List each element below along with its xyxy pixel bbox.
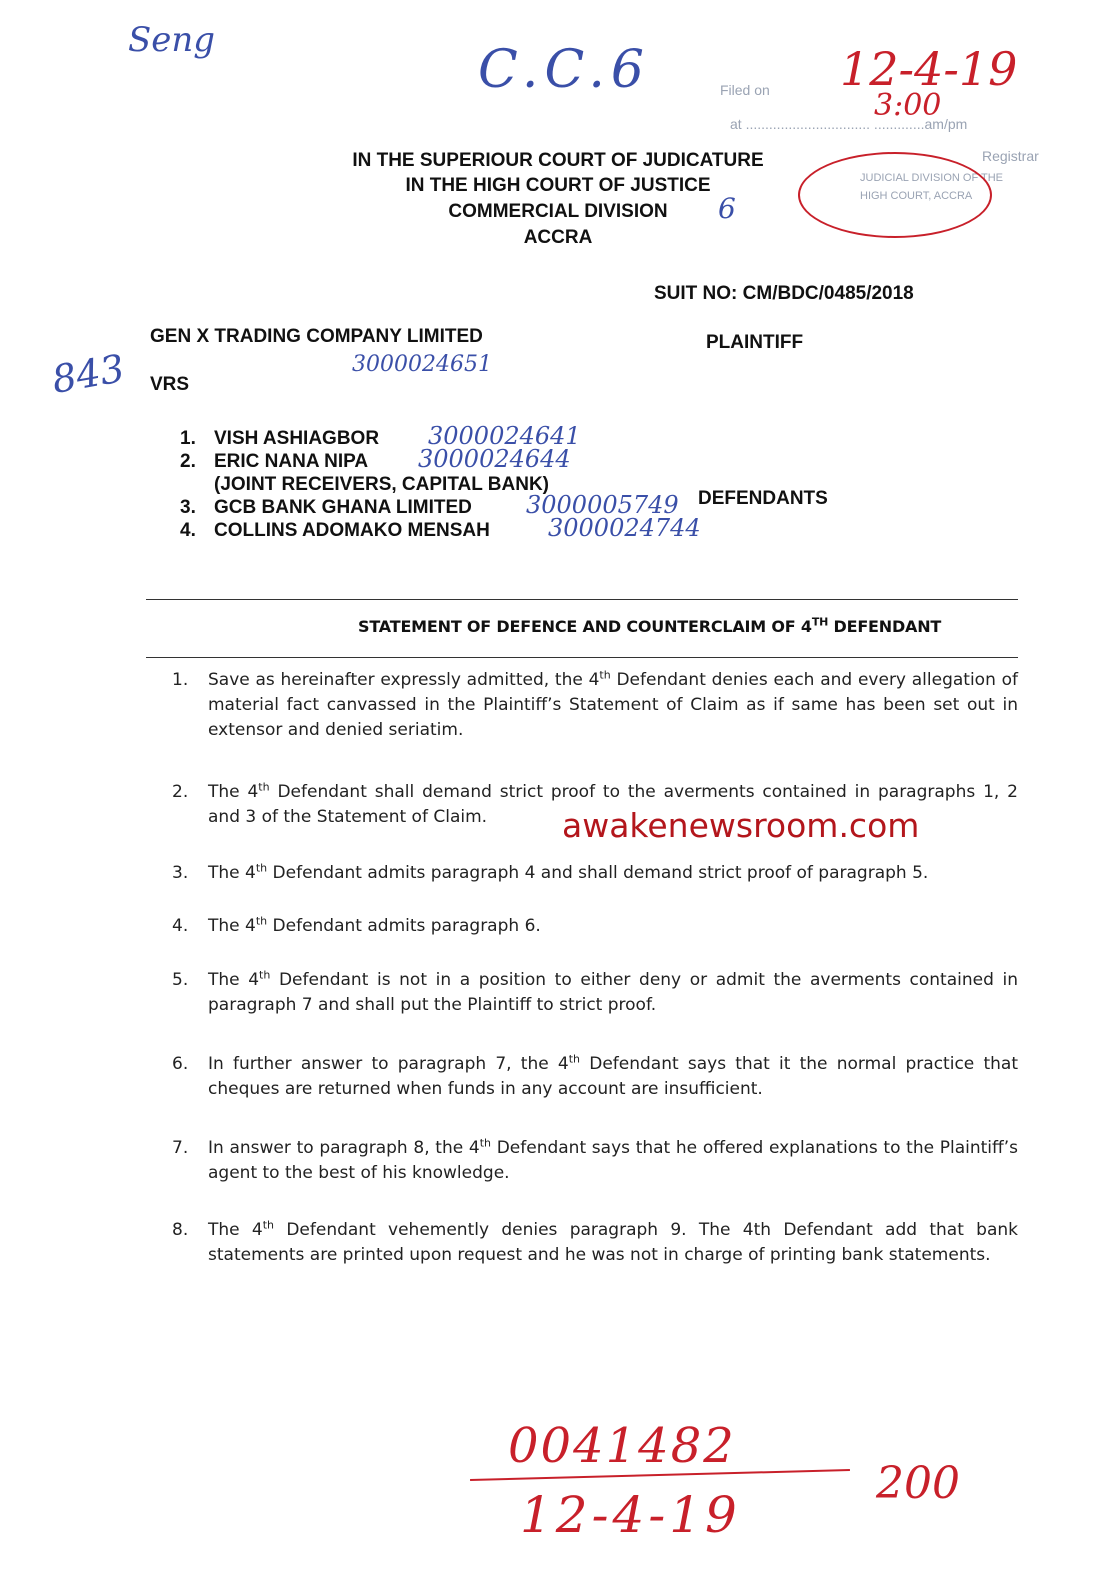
defendant-handwritten-id: 3000024744 [548, 514, 701, 542]
handwritten-receipt-amount: 200 [876, 1458, 960, 1509]
paragraph-text [208, 861, 1018, 886]
document-heading [358, 617, 941, 636]
handwritten-margin-number: 843 [48, 346, 128, 402]
paragraph-text [208, 914, 1018, 939]
paragraph-3 [172, 861, 1018, 886]
heading-text-end: DEFENDANT [828, 617, 942, 636]
ordinal-suffix: th [262, 1218, 275, 1232]
ordinal-suffix: th [479, 1136, 492, 1150]
defendant-number: 4. [180, 520, 196, 541]
ordinal-suffix: th [255, 914, 268, 928]
paragraph-number: 5. [172, 970, 189, 990]
stamp-filed-on: Filed on [720, 82, 770, 98]
court-line-4: ACCRA [523, 227, 593, 248]
paragraph-1 [172, 668, 1018, 743]
stamp-division: JUDICIAL DIVISION OF THE [860, 172, 1004, 184]
suit-number: SUIT NO: CM/BDC/0485/2018 [654, 283, 914, 304]
defendants-role: DEFENDANTS [698, 488, 828, 509]
paragraph-number: 1. [172, 670, 189, 690]
paragraph-text-end: Defendant says that it the normal practice that cheques are returned when funds in any account are insufficient. [208, 1054, 1018, 1099]
paragraph-8 [172, 1218, 1018, 1268]
defendant-name: GCB BANK GHANA LIMITED [214, 497, 472, 518]
paragraph-text-end: Defendant admits paragraph 6. [267, 916, 541, 936]
paragraph-text [208, 668, 1018, 743]
handwritten-division-number: 6 [718, 192, 736, 225]
ordinal-suffix: th [568, 1052, 581, 1066]
paragraph-text [208, 1052, 1018, 1102]
paragraph-text [208, 968, 1018, 1018]
defendants-list [180, 422, 880, 543]
ordinal-suffix: th [255, 861, 268, 875]
ordinal-suffix: th [259, 968, 271, 982]
plaintiff-name: GEN X TRADING COMPANY LIMITED [150, 326, 483, 347]
defendant-name: COLLINS ADOMAKO MENSAH [214, 520, 490, 541]
heading-ordinal: TH [811, 615, 829, 629]
defendant-number: 3. [180, 497, 196, 518]
handwritten-receipt-date: 12-4-19 [520, 1486, 741, 1544]
handwritten-filed-date: 12-4-19 [840, 42, 1018, 96]
defendant-number: 1. [180, 428, 196, 449]
defendant-handwritten-id: 3000005749 [526, 491, 679, 519]
paragraph-text-start: In further answer to paragraph 7, the 4 [208, 1054, 569, 1074]
handwritten-receipt-number: 0041482 [508, 1418, 736, 1474]
defendant-name: VISH ASHIAGBOR [214, 428, 380, 449]
paragraph-text-start: The 4 [208, 970, 260, 990]
divider-top [146, 599, 1018, 600]
defendant-row [180, 514, 880, 543]
defendant-name: ERIC NANA NIPA [214, 451, 369, 472]
handwritten-name: Seng [128, 20, 216, 60]
paragraph-text-start: In answer to paragraph 8, the 4 [208, 1138, 480, 1158]
paragraph-text [208, 1218, 1018, 1268]
stamp-at-line: at ................................ .............am/pm [730, 116, 968, 132]
paragraph-6 [172, 1052, 1018, 1102]
divider-bottom [146, 657, 1018, 658]
court-line-2: IN THE HIGH COURT OF JUSTICE [405, 175, 711, 196]
versus-label: VRS [150, 374, 190, 395]
paragraph-text-start: The 4 [208, 782, 259, 802]
paragraph-text-end: Defendant denies each and every allegation of material fact canvassed in the Plaintiff’s Statement of Claim as if same has been set out in extensor and denied seriatim. [208, 670, 1018, 740]
paragraph-7 [172, 1136, 1018, 1186]
plaintiff-role: PLAINTIFF [706, 332, 804, 353]
paragraph-4 [172, 914, 1018, 939]
defendant-row [180, 445, 880, 474]
paragraph-number: 2. [172, 782, 189, 802]
paragraph-5 [172, 968, 1018, 1018]
paragraph-text-end: Defendant admits paragraph 4 and shall demand strict proof of paragraph 5. [267, 863, 929, 883]
ordinal-suffix: th [258, 780, 270, 794]
ordinal-suffix: th [599, 668, 611, 682]
paragraph-text-start: Save as hereinafter expressly admitted, the 4 [208, 670, 600, 690]
paragraph-text-start: The 4 [208, 863, 256, 883]
paragraph-text-start: The 4 [208, 916, 256, 936]
paragraph-text-end: Defendant says that he offered explanations to the Plaintiff’s agent to the best of his knowledge. [208, 1138, 1019, 1183]
court-line-1: IN THE SUPERIOUR COURT OF JUDICATURE [352, 150, 764, 171]
paragraph-number: 7. [172, 1138, 189, 1158]
paragraph-text [208, 1136, 1018, 1186]
paragraph-text-start: The 4 [208, 1220, 263, 1240]
paragraph-number: 4. [172, 916, 189, 936]
paragraph-text-end: Defendant is not in a position to either deny or admit the averments contained in paragraph 7 and shall put the Plaintiff to strict proof. [208, 970, 1018, 1015]
watermark-text: awakenewsroom.com [562, 806, 920, 845]
court-line-3: COMMERCIAL DIVISION [448, 201, 668, 222]
paragraph-number: 6. [172, 1054, 189, 1074]
handwritten-filed-time: 3:00 [874, 88, 942, 123]
heading-text: STATEMENT OF DEFENCE AND COUNTERCLAIM OF 4 [358, 617, 812, 636]
defendant-number: 2. [180, 451, 196, 472]
paragraph-number: 8. [172, 1220, 189, 1240]
defendant-handwritten-id: 3000024644 [418, 445, 571, 473]
stamp-registrar: Registrar [982, 148, 1039, 164]
defendant-name: (JOINT RECEIVERS, CAPITAL BANK) [214, 474, 549, 495]
handwritten-case-code: C.C.6 [478, 40, 651, 100]
stamp-court: HIGH COURT, ACCRA [860, 190, 973, 202]
paragraph-number: 3. [172, 863, 189, 883]
defendant-handwritten-id: 3000024641 [428, 422, 581, 450]
paragraph-text-end: Defendant shall demand strict proof to the averments contained in paragraphs 1, 2 and 3 of the Statement of Claim. [208, 782, 1018, 827]
paragraph-text-end: Defendant vehemently denies paragraph 9. The 4th Defendant add that bank statements are printed upon request and he was not in charge of printing bank statements. [208, 1220, 1018, 1265]
plaintiff-handwritten-id: 3000024651 [352, 352, 492, 377]
